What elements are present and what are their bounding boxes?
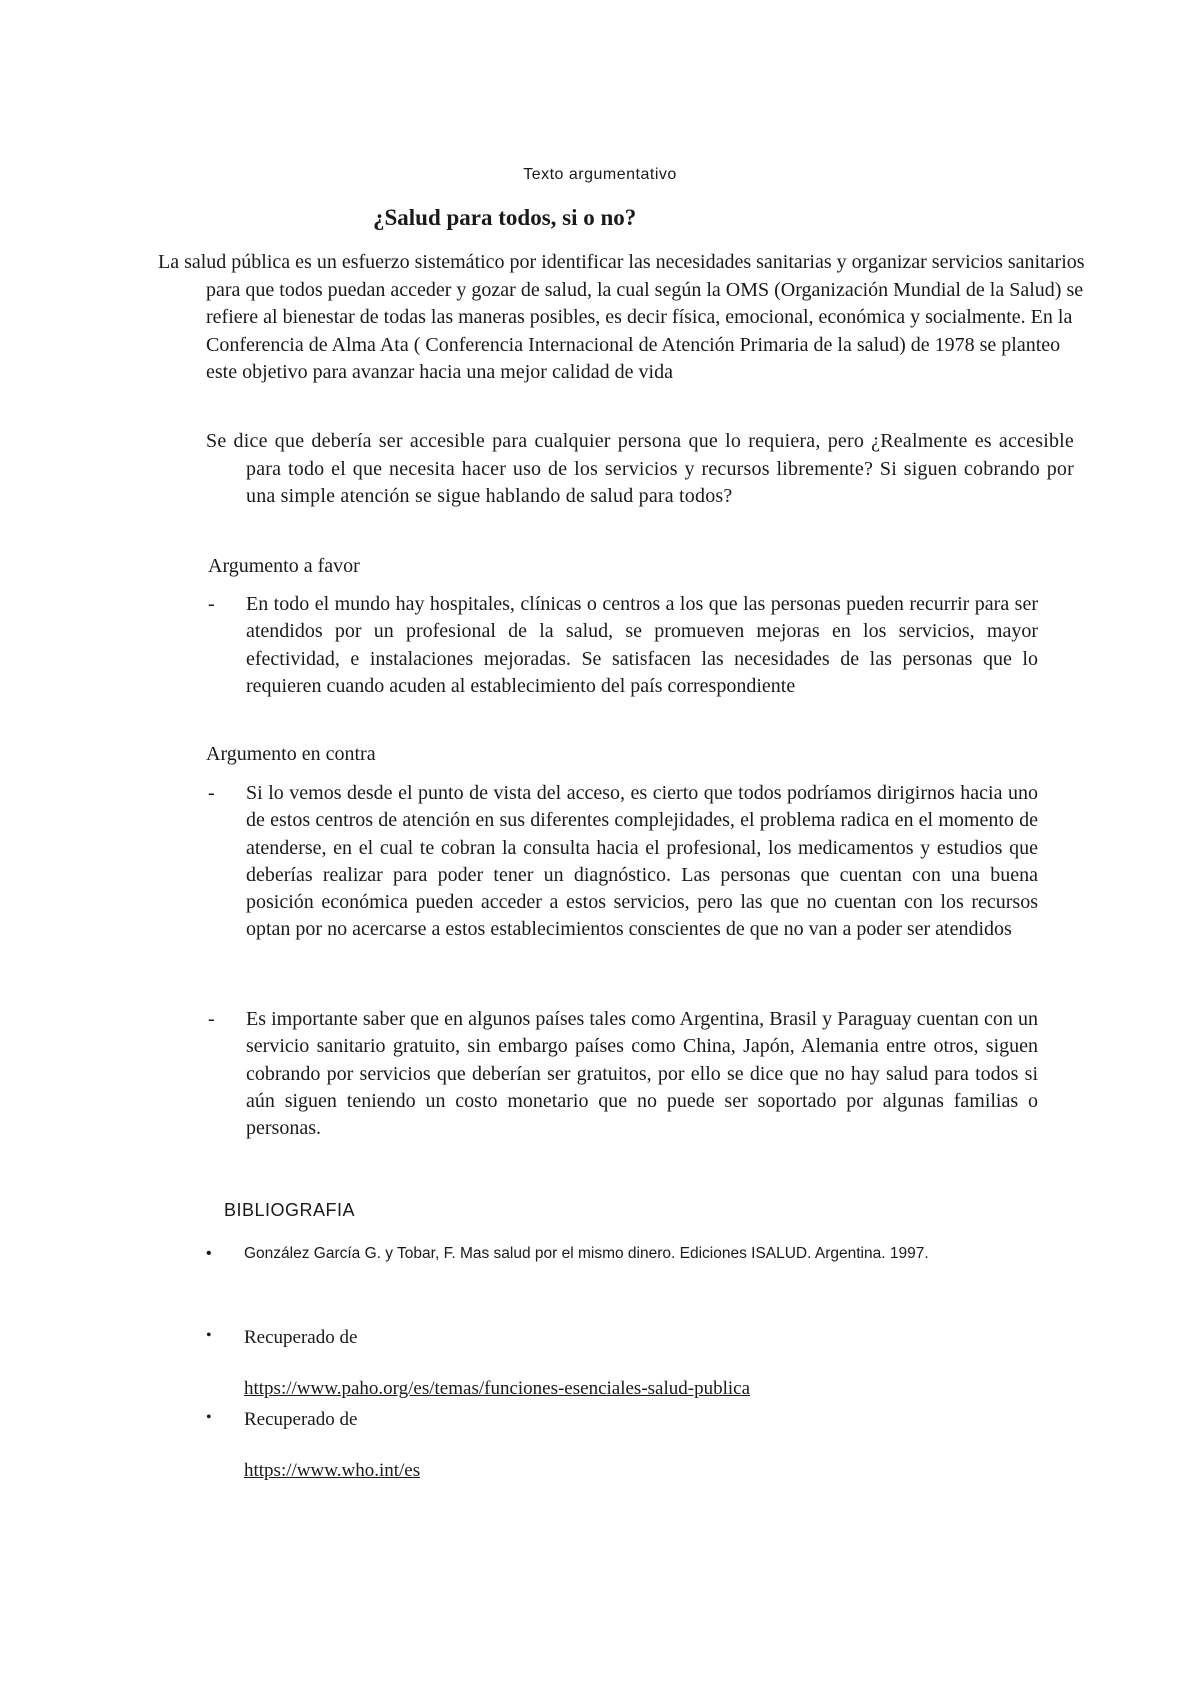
- dash-marker: -: [208, 1008, 215, 1030]
- dash-marker: -: [208, 782, 215, 804]
- bibliography-heading: BIBLIOGRAFIA: [224, 1200, 356, 1220]
- who-link[interactable]: https://www.who.int/es: [244, 1460, 421, 1481]
- favor-argument-text: En todo el mundo hay hospitales, clínicas o centros a los que las personas pueden recurrir para ser atendidos por un profesional de la salud, se promueven mejoras en los servicios, mayor efectividad, e instalaciones mejoradas. Se satisfacen las necesidades de las personas que lo requieren cuando acuden al establecimiento del país correspondiente: [246, 593, 1038, 697]
- bibliography-item: [206, 1241, 1036, 1266]
- contra-heading: Argumento en contra: [206, 743, 376, 765]
- favor-argument-item: [208, 591, 1038, 700]
- document-title: ¿Salud para todos, si o no?: [373, 205, 637, 230]
- contra-argument-text: Es importante saber que en algunos países tales como Argentina, Brasil y Paraguay cuentan con un servicio sanitario gratuito, sin embargo países como China, Japón, Alemania entre otros, siguen cobrando por servicios que deberían ser gratuitos, por ello se dice que no hay salud para todos si aún siguen teniendo un costo monetario que no puede ser soportado por algunas familias o personas.: [246, 1008, 1038, 1140]
- question-paragraph: Se dice que debería ser accesible para cualquier persona que lo requiera, pero ¿Realmente es accesible para todo el que necesita hacer uso de los servicios y recursos libremente? Si siguen cobrando por una simple atención se sigue hablando de salud para todos?: [206, 430, 1074, 507]
- dash-marker: -: [208, 593, 215, 615]
- bibliography-text: Recuperado de: [244, 1327, 358, 1348]
- contra-argument-item: [208, 1006, 1038, 1142]
- contra-argument-item: [208, 780, 1038, 944]
- paho-link[interactable]: https://www.paho.org/es/temas/funciones-esenciales-salud-publica: [244, 1378, 751, 1399]
- bibliography-text: Recuperado de: [244, 1409, 358, 1430]
- bibliography-item: [206, 1409, 1036, 1431]
- bullet-icon: •: [206, 1327, 212, 1344]
- favor-heading: Argumento a favor: [208, 555, 360, 577]
- contra-argument-text: Si lo vemos desde el punto de vista del acceso, es cierto que todos podríamos dirigirnos hacia uno de estos centros de atención en sus diferentes complejidades, el problema radica en el momento de atenderse, en el cual te cobran la consulta hacia el profesional, los medicamentos y estudios que deberías realizar para poder tener un diagnóstico. Las personas que cuentan con una buena posición económica pueden acceder a estos servicios, pero las que no cuentan con los recursos optan por no acercarse a estos establecimientos conscientes de que no van a poder ser atendidos: [246, 782, 1038, 941]
- bibliography-item: [206, 1327, 1036, 1349]
- bibliography-text: González García G. y Tobar, F. Mas salud por el mismo dinero. Ediciones ISALUD. Argentina. 1997.: [244, 1245, 929, 1262]
- bullet-icon: •: [206, 1409, 212, 1426]
- document-subtitle: Texto argumentativo: [523, 166, 677, 183]
- intro-paragraph: La salud pública es un esfuerzo sistemático por identificar las necesidades sanitarias y organizar servicios sanitarios para que todos puedan acceder y gozar de salud, la cual según la OMS (Organización Mundial de la Salud) se refiere al bienestar de todas las maneras posibles, es decir física, emocional, económica y socialmente. En la Conferencia de Alma Ata ( Conferencia Internacional de Atención Primaria de la salud) de 1978 se planteo este objetivo para avanzar hacia una mejor calidad de vida: [158, 251, 1085, 383]
- bullet-icon: •: [206, 1245, 212, 1262]
